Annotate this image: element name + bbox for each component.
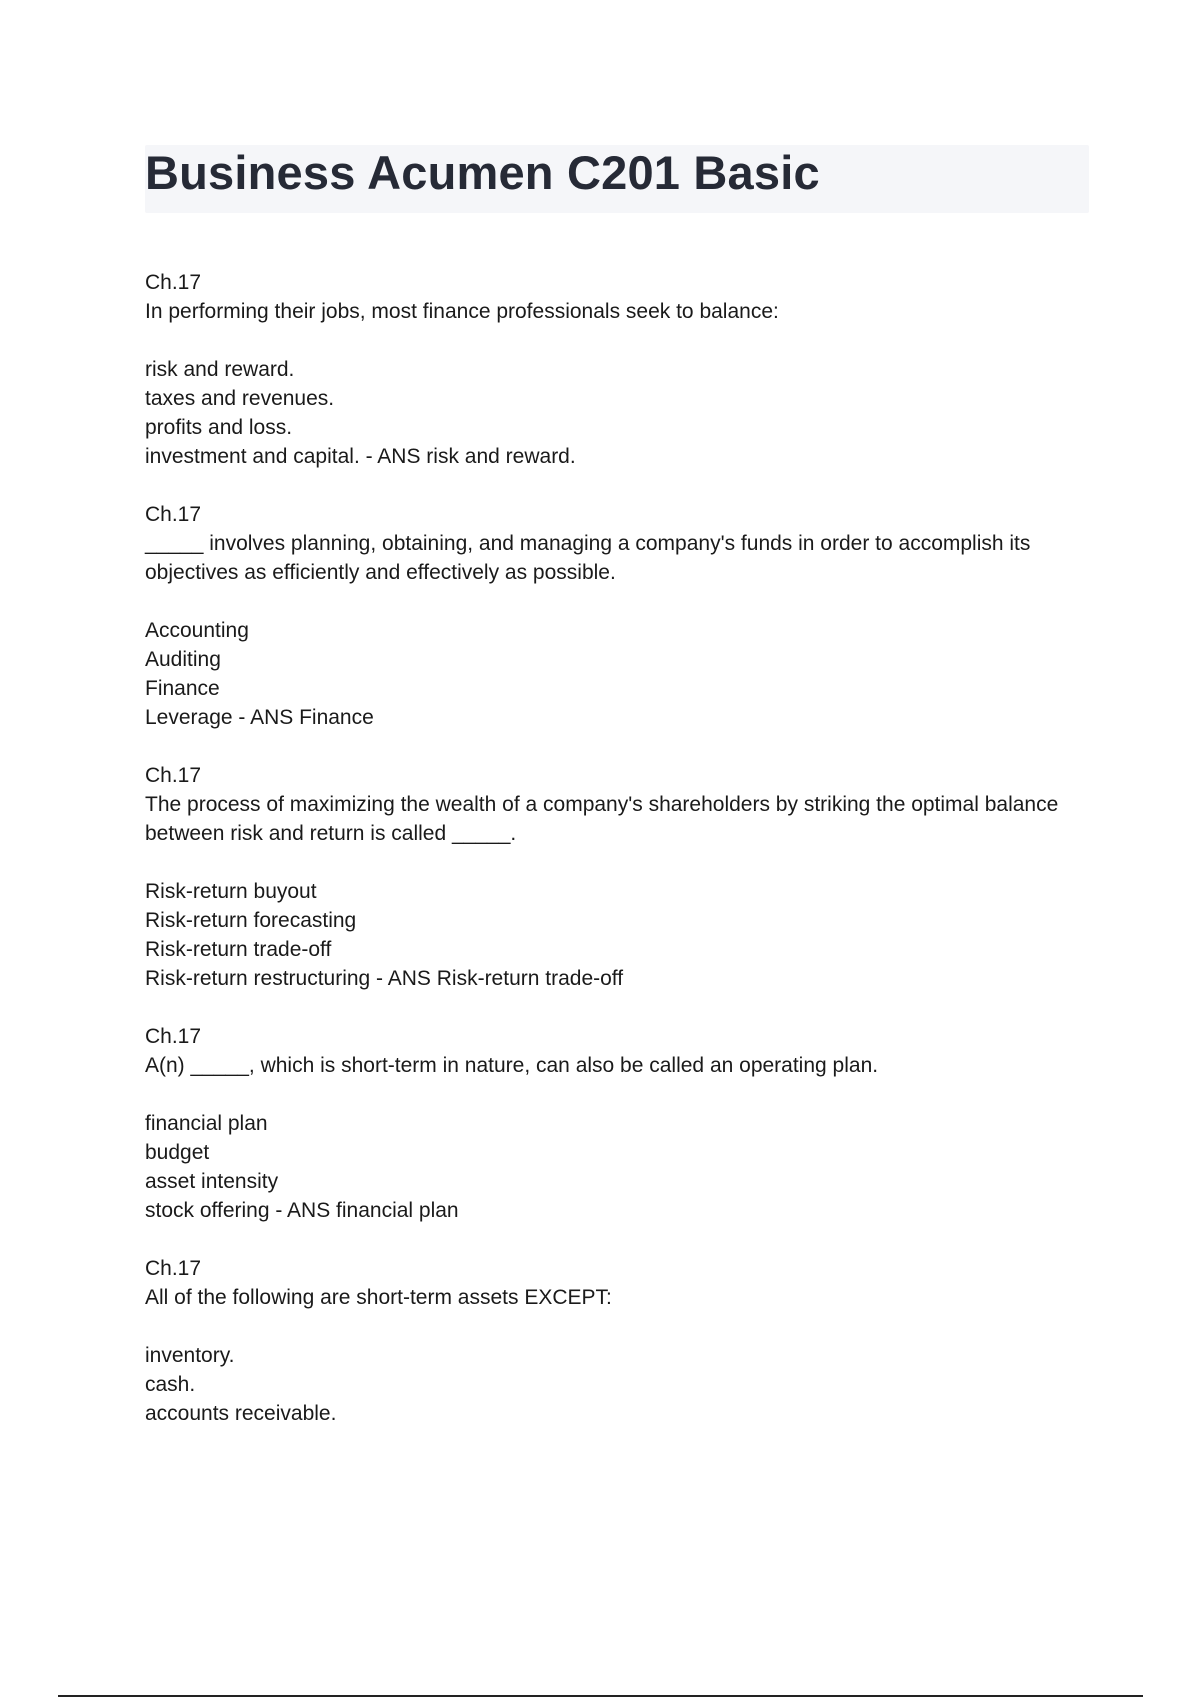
option-list (145, 877, 1085, 993)
question-prompt: A(n) _____, which is short-term in nature, can also be called an operating plan. (145, 1054, 879, 1077)
option-item-with-answer: investment and capital. - ANS risk and reward. (145, 445, 576, 468)
option-item: taxes and revenues. (145, 387, 335, 410)
question-prompt: _____ involves planning, obtaining, and managing a company's funds in order to accomplish its objectives as efficiently and effectively as possible. (145, 532, 1037, 584)
option-item-with-answer: stock offering - ANS financial plan (145, 1199, 459, 1222)
option-item: Risk-return trade-off (145, 938, 332, 961)
document-title: Business Acumen C201 Basic (145, 146, 820, 199)
question-prompt: The process of maximizing the wealth of a company's shareholders by striking the optimal balance between risk and return is called _____. (145, 793, 1065, 845)
option-item: cash. (145, 1373, 196, 1396)
option-item: budget (145, 1141, 210, 1164)
chapter-label: Ch.17 (145, 764, 202, 787)
chapter-label: Ch.17 (145, 503, 202, 526)
question-list (145, 268, 1085, 1428)
option-item: Risk-return forecasting (145, 909, 357, 932)
option-list (145, 1109, 1085, 1225)
option-item: Risk-return buyout (145, 880, 317, 903)
footer-divider (58, 1695, 1143, 1697)
option-item: financial plan (145, 1112, 268, 1135)
question-block-5 (145, 1254, 1085, 1428)
chapter-label: Ch.17 (145, 1257, 202, 1280)
question-block-1 (145, 268, 1085, 471)
option-list (145, 1341, 1085, 1428)
option-item: Auditing (145, 648, 221, 671)
question-block-4 (145, 1022, 1085, 1225)
option-item-with-answer: Risk-return restructuring - ANS Risk-return trade-off (145, 967, 624, 990)
option-item: inventory. (145, 1344, 235, 1367)
question-block-2 (145, 500, 1085, 732)
question-prompt: All of the following are short-term assets EXCEPT: (145, 1286, 612, 1309)
option-item: accounts receivable. (145, 1402, 337, 1425)
chapter-label: Ch.17 (145, 271, 202, 294)
option-item-with-answer: Leverage - ANS Finance (145, 706, 374, 729)
option-list (145, 355, 1085, 471)
option-item: asset intensity (145, 1170, 279, 1193)
option-item: profits and loss. (145, 416, 293, 439)
question-prompt: In performing their jobs, most finance professionals seek to balance: (145, 300, 779, 323)
chapter-label: Ch.17 (145, 1025, 202, 1048)
option-item: Finance (145, 677, 220, 700)
option-item: Accounting (145, 619, 249, 642)
option-list (145, 616, 1085, 732)
question-block-3 (145, 761, 1085, 993)
option-item: risk and reward. (145, 358, 295, 381)
